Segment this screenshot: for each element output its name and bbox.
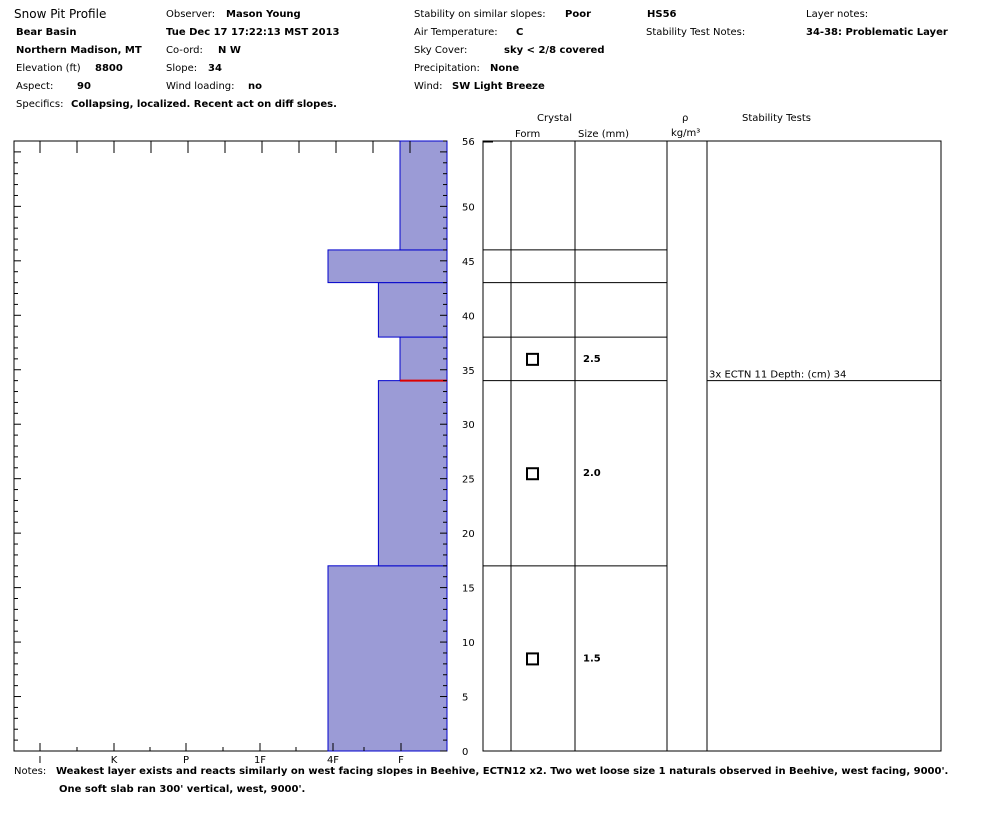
- elevation-value: 8800: [95, 63, 123, 74]
- precip-label: Precipitation:: [414, 63, 480, 74]
- coord-label: Co-ord:: [166, 45, 203, 56]
- y-tick-label: 5: [462, 692, 469, 704]
- coord-value: N W: [218, 45, 241, 56]
- elevation-label: Elevation (ft): [16, 63, 81, 74]
- hardness-layer-4: [328, 250, 447, 283]
- y-tick-label: 50: [462, 202, 475, 214]
- notes-line-1: Weakest layer exists and reacts similarly on west facing slopes in Beehive, ECTN12 x2. Two wet loose size 1 naturals observed in Beehive, west facing, 9000'.: [56, 766, 949, 777]
- table-frame: [483, 141, 941, 751]
- hardness-layer-1: [378, 381, 447, 566]
- air-temp-label: Air Temperature:: [414, 27, 498, 38]
- layer-notes-label: Layer notes:: [806, 9, 869, 20]
- form-header: Form: [515, 129, 541, 140]
- layer-notes-value: 34-38: Problematic Layer: [806, 27, 948, 38]
- slope-label: Slope:: [166, 63, 198, 74]
- stability-test-label: 3x ECTN 11 Depth: (cm) 34: [709, 369, 847, 381]
- precip-value: None: [490, 63, 520, 74]
- y-tick-label: 45: [462, 256, 475, 268]
- air-temp-value: C: [516, 27, 524, 38]
- stability-label: Stability on similar slopes:: [414, 9, 546, 20]
- wind-value: SW Light Breeze: [452, 81, 545, 92]
- notes-line-2: One soft slab ran 300' vertical, west, 9000'.: [59, 784, 306, 795]
- stability-notes-label: Stability Test Notes:: [646, 27, 746, 38]
- page-title: Snow Pit Profile: [14, 7, 107, 21]
- hardness-layer-5: [400, 141, 447, 250]
- hardness-tick-label: I: [38, 755, 42, 766]
- hardness-tick-label: 4F: [326, 755, 340, 766]
- observer-label: Observer:: [166, 9, 216, 20]
- density-unit-header: kg/m³: [671, 128, 701, 139]
- y-tick-label: 40: [462, 311, 475, 323]
- location-name: Bear Basin: [16, 27, 77, 38]
- sky-value: sky < 2/8 covered: [504, 45, 605, 56]
- hs-value: HS56: [647, 9, 677, 20]
- hardness-layer-0: [328, 566, 447, 751]
- specifics-value: Collapsing, localized. Recent act on diff slopes.: [71, 99, 337, 110]
- y-tick-label: 56: [462, 137, 475, 148]
- hardness-tick-label: 1F: [253, 755, 267, 766]
- y-tick-label: 0: [462, 747, 469, 758]
- crystal-form-square-icon: [527, 468, 538, 479]
- hardness-tick-label: F: [398, 755, 404, 766]
- slope-value: 34: [208, 63, 222, 74]
- rho-header: ρ: [682, 113, 689, 124]
- sky-label: Sky Cover:: [414, 45, 468, 56]
- y-tick-label: 30: [462, 420, 475, 432]
- specifics-label: Specifics:: [16, 99, 64, 110]
- y-tick-label: 35: [462, 365, 475, 377]
- wind-loading-value: no: [248, 81, 262, 92]
- y-tick-label: 10: [462, 638, 475, 650]
- wind-loading-label: Wind loading:: [166, 81, 235, 92]
- wind-label: Wind:: [414, 81, 443, 92]
- hardness-layer-2: [400, 337, 447, 381]
- size-header: Size (mm): [578, 129, 629, 140]
- region-name: Northern Madison, MT: [16, 45, 142, 56]
- crystal-header: Crystal: [537, 113, 573, 124]
- stability-tests-header: Stability Tests: [742, 113, 811, 124]
- crystal-size-label: 2.5: [583, 353, 601, 365]
- datetime-value: Tue Dec 17 17:22:13 MST 2013: [166, 27, 340, 38]
- crystal-form-square-icon: [527, 354, 538, 365]
- aspect-value: 90: [77, 81, 91, 92]
- y-tick-label: 15: [462, 583, 475, 595]
- aspect-label: Aspect:: [16, 81, 54, 92]
- crystal-form-square-icon: [527, 653, 538, 664]
- hardness-layer-3: [378, 283, 447, 337]
- y-tick-label: 20: [462, 529, 475, 541]
- hardness-tick-label: P: [182, 755, 190, 766]
- hardness-tick-label: K: [110, 755, 118, 766]
- crystal-size-label: 1.5: [583, 653, 601, 665]
- observer-value: Mason Young: [226, 9, 301, 20]
- stability-value: Poor: [565, 9, 592, 20]
- crystal-size-label: 2.0: [583, 468, 601, 480]
- y-tick-label: 25: [462, 474, 475, 486]
- notes-label: Notes:: [14, 766, 47, 777]
